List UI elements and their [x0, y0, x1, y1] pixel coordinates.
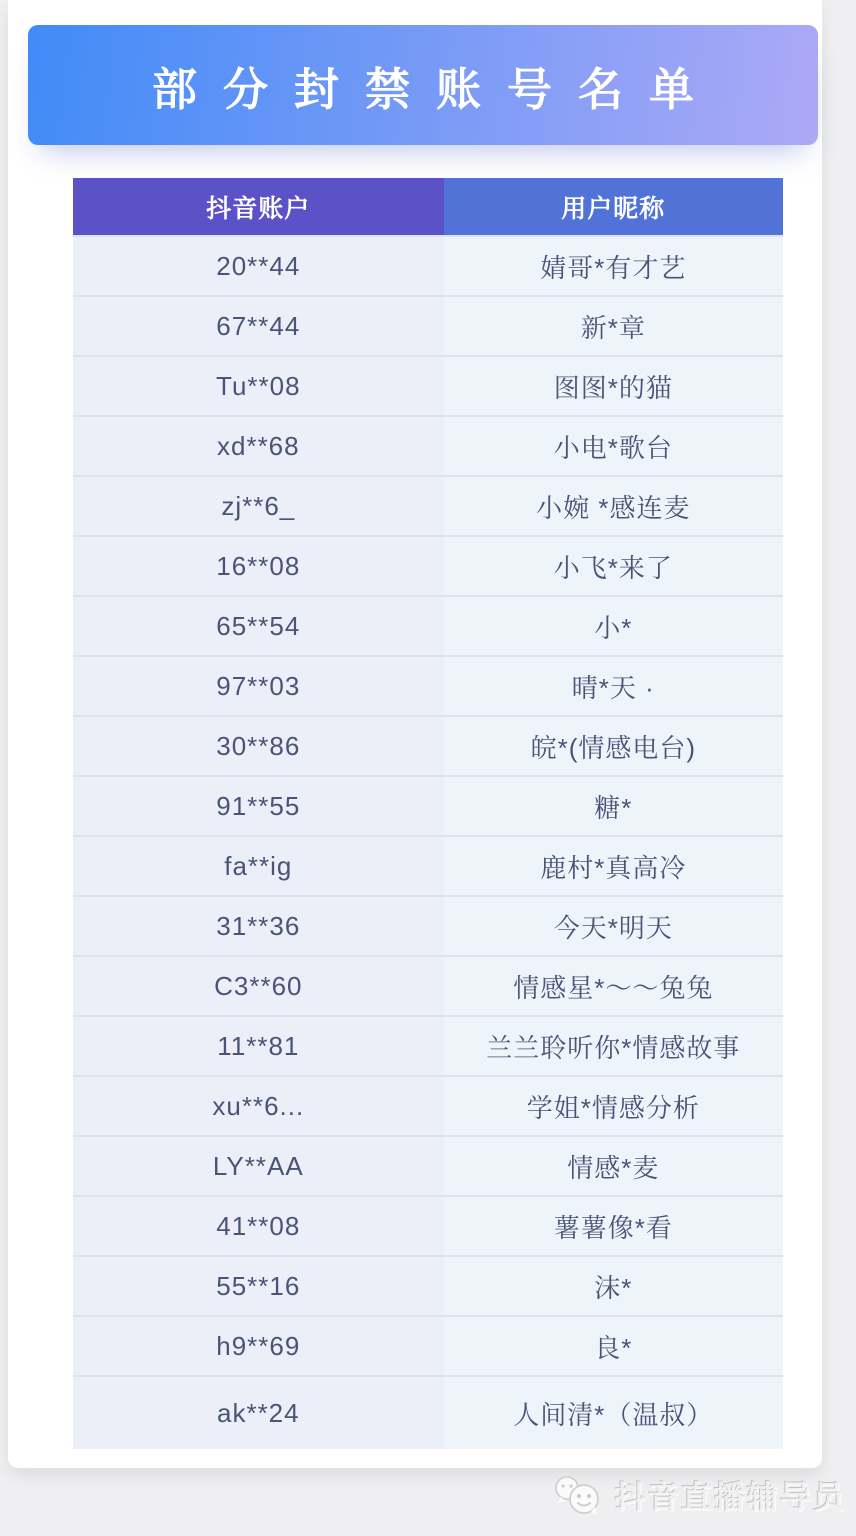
account-cell: zj**6_	[73, 477, 444, 535]
watermark-label: 抖音直播辅导员	[615, 1480, 846, 1515]
nickname-cell: 小电*歌台	[444, 417, 783, 475]
table-row	[73, 535, 783, 595]
table-row	[73, 655, 783, 715]
account-cell: fa**ig	[73, 837, 444, 895]
account-cell: C3**60	[73, 957, 444, 1015]
table-row	[73, 835, 783, 895]
account-cell: 41**08	[73, 1197, 444, 1255]
account-cell: 16**08	[73, 537, 444, 595]
nickname-cell: 学姐*情感分析	[444, 1077, 783, 1135]
table-row	[73, 235, 783, 295]
nickname-cell: 薯薯像*看	[444, 1197, 783, 1255]
account-cell: 97**03	[73, 657, 444, 715]
account-cell: 55**16	[73, 1257, 444, 1315]
table-row	[73, 1195, 783, 1255]
account-cell: 31**36	[73, 897, 444, 955]
account-cell: LY**AA	[73, 1137, 444, 1195]
account-cell: xd**68	[73, 417, 444, 475]
page-title: 部分封禁账号名单	[151, 63, 720, 115]
nickname-cell: 皖*(情感电台)	[444, 717, 783, 775]
account-cell: ak**24	[73, 1377, 444, 1449]
table-header-row	[73, 178, 783, 235]
account-cell: 20**44	[73, 237, 444, 295]
nickname-cell: 鹿村*真高冷	[444, 837, 783, 895]
account-cell: 65**54	[73, 597, 444, 655]
column-header-nickname: 用户昵称	[444, 178, 783, 235]
table-row	[73, 1315, 783, 1375]
nickname-cell: 小*	[444, 597, 783, 655]
table-row	[73, 895, 783, 955]
table-row	[73, 295, 783, 355]
table-row	[73, 1135, 783, 1195]
account-cell: 30**86	[73, 717, 444, 775]
nickname-cell: 兰兰聆听你*情感故事	[444, 1017, 783, 1075]
chat-faces-icon	[551, 1473, 607, 1517]
nickname-cell: 情感星*～～兔兔	[444, 957, 783, 1015]
nickname-cell: 婧哥*有才艺	[444, 237, 783, 295]
table-body	[73, 235, 783, 1449]
banner	[28, 25, 818, 145]
table-row	[73, 955, 783, 1015]
table-row	[73, 1255, 783, 1315]
table-row	[73, 595, 783, 655]
nickname-cell: 小飞*来了	[444, 537, 783, 595]
nickname-cell: 图图*的猫	[444, 357, 783, 415]
account-cell: Tu**08	[73, 357, 444, 415]
nickname-cell: 良*	[444, 1317, 783, 1375]
content-card	[8, 0, 822, 1468]
nickname-cell: 人间清*（温叔）	[444, 1377, 783, 1449]
table-row	[73, 1375, 783, 1449]
watermark	[551, 1472, 846, 1517]
table-row	[73, 715, 783, 775]
nickname-cell: 沫*	[444, 1257, 783, 1315]
table-row	[73, 1075, 783, 1135]
table-row	[73, 775, 783, 835]
account-cell: 91**55	[73, 777, 444, 835]
table-row	[73, 1015, 783, 1075]
nickname-cell: 糖*	[444, 777, 783, 835]
nickname-cell: 小婉 *感连麦	[444, 477, 783, 535]
account-cell: xu**6...	[73, 1077, 444, 1135]
account-cell: 11**81	[73, 1017, 444, 1075]
table-row	[73, 415, 783, 475]
account-cell: h9**69	[73, 1317, 444, 1375]
table-row	[73, 355, 783, 415]
column-header-account: 抖音账户	[73, 178, 444, 235]
table-row	[73, 475, 783, 535]
account-cell: 67**44	[73, 297, 444, 355]
nickname-cell: 晴*天 ·	[444, 657, 783, 715]
banned-accounts-table	[73, 178, 783, 1449]
nickname-cell: 今天*明天	[444, 897, 783, 955]
nickname-cell: 新*章	[444, 297, 783, 355]
nickname-cell: 情感*麦	[444, 1137, 783, 1195]
